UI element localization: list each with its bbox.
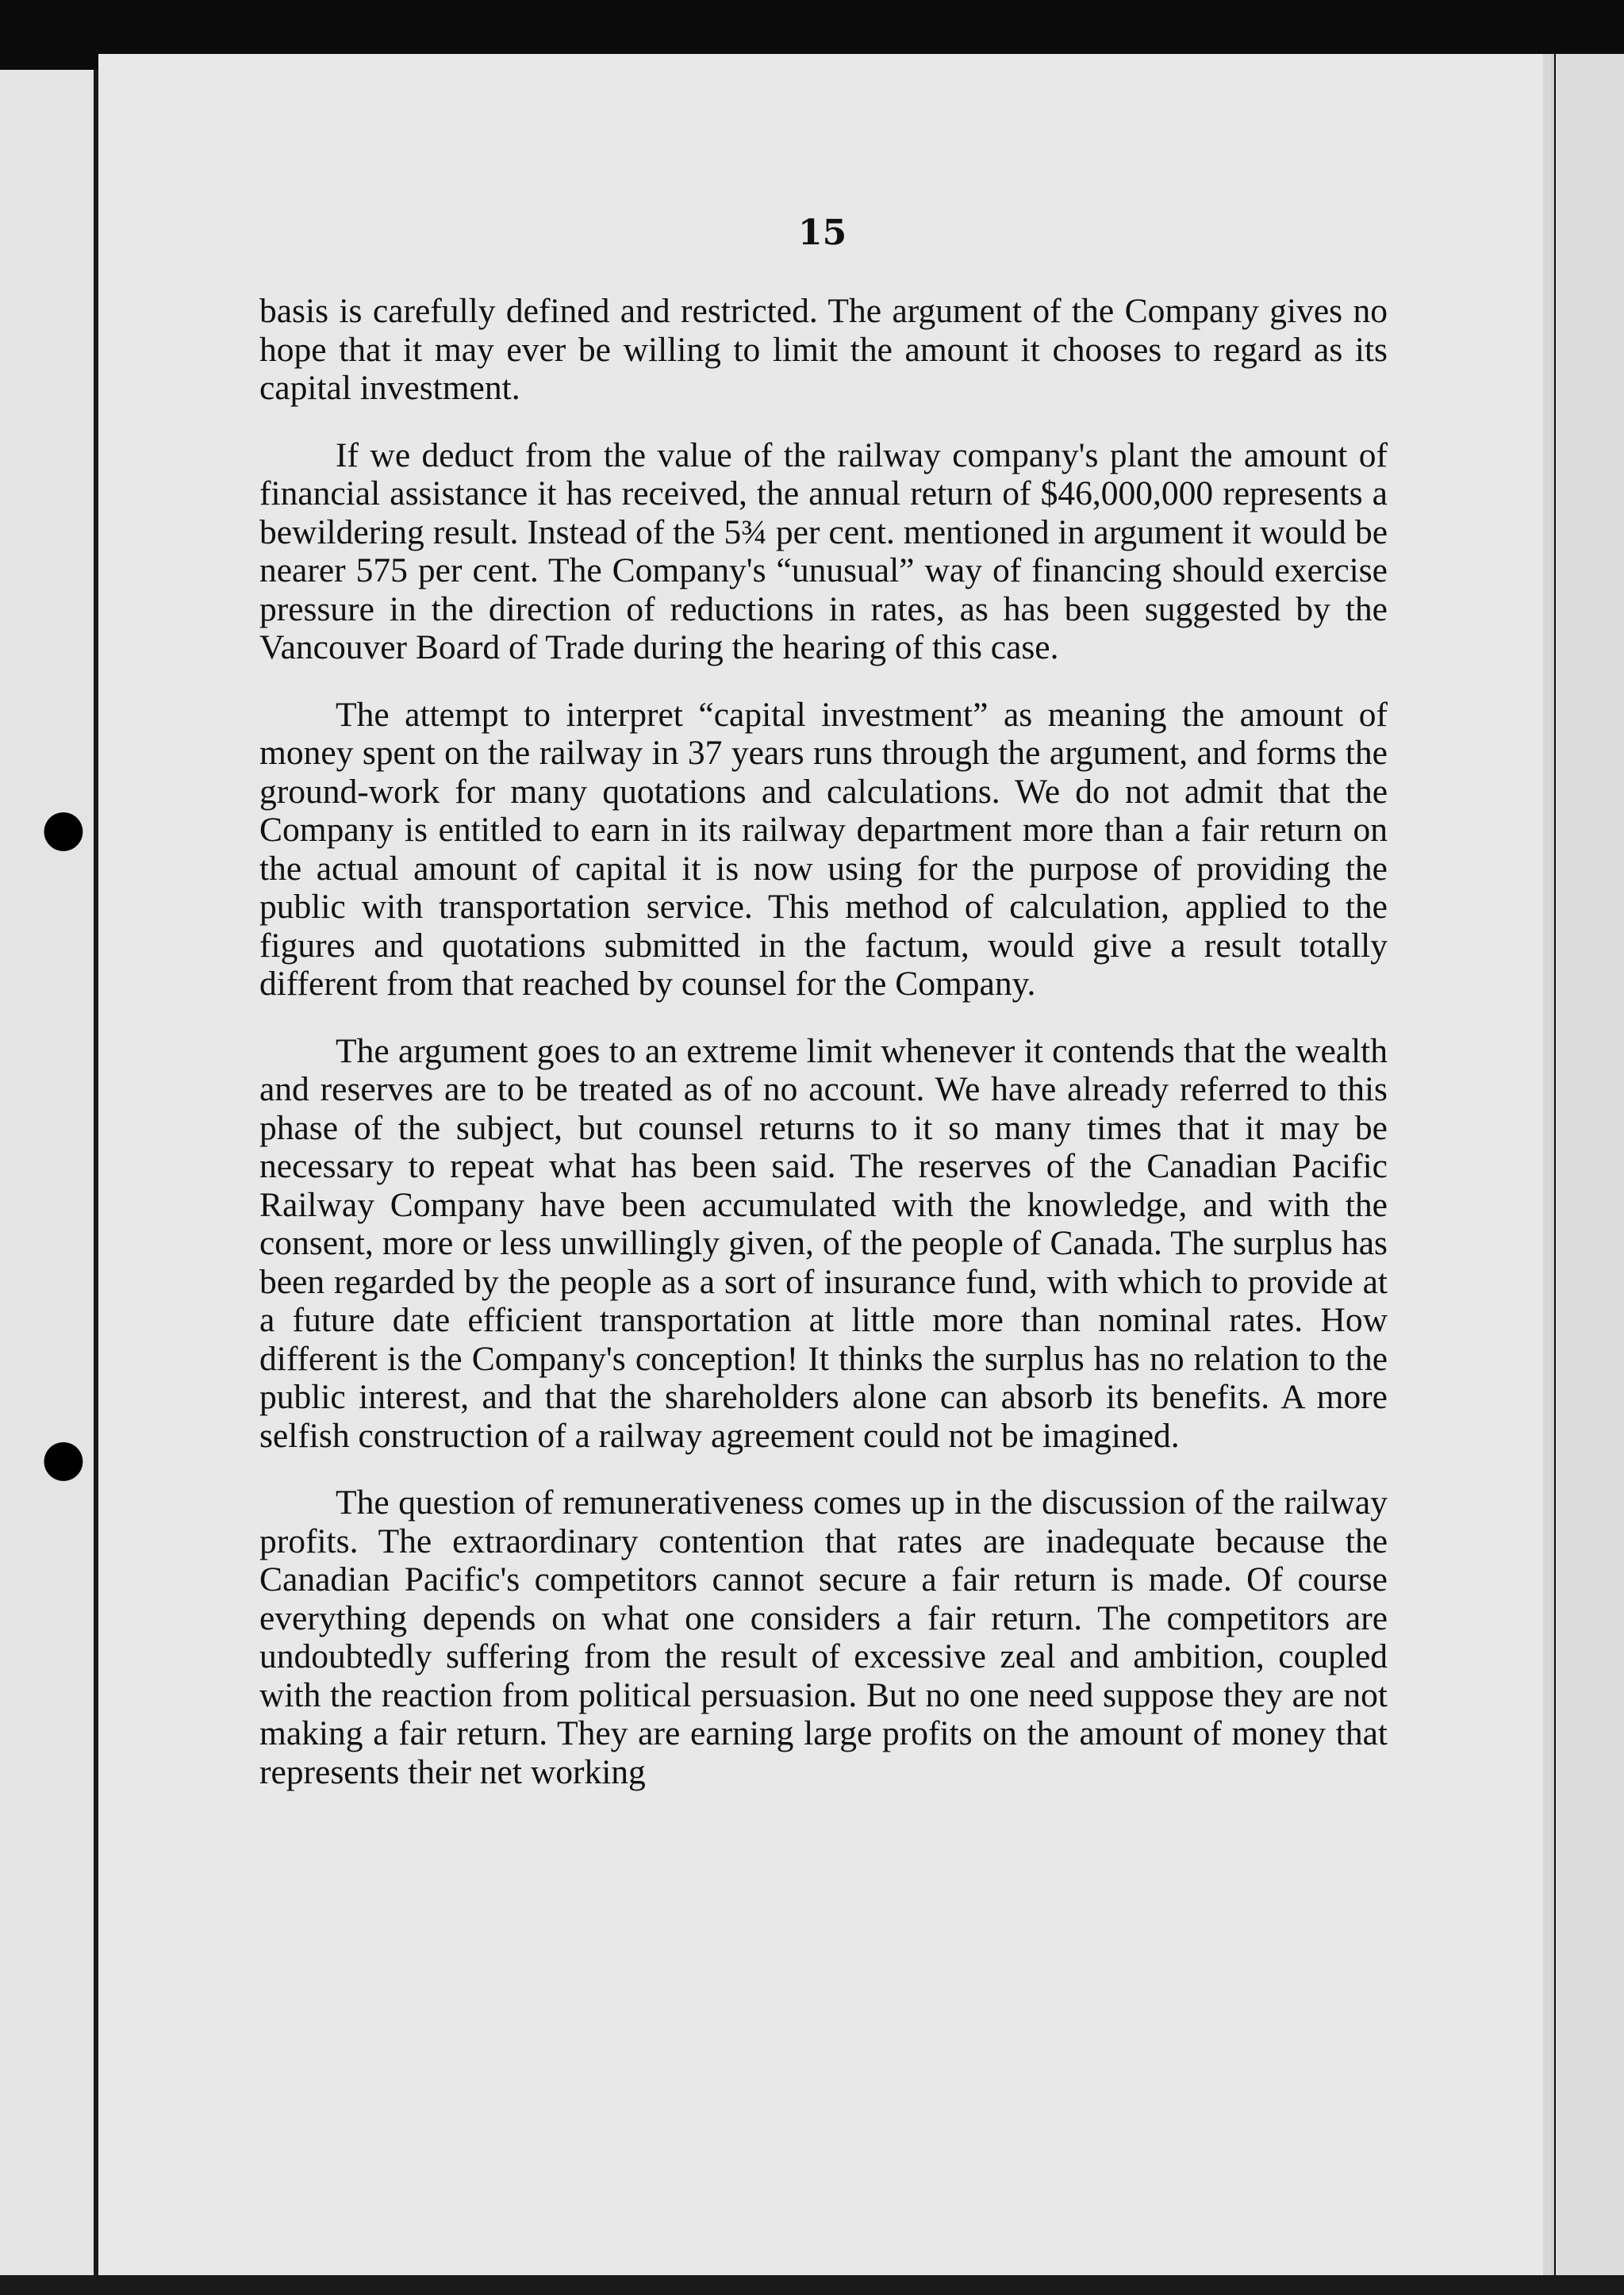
bottom-border (0, 2275, 1624, 2295)
binding-hole-mark: ● (41, 799, 86, 858)
paragraph: If we deduct from the value of the railway company's plant the amount of financial assistance it has received, the annual return of $46,000,000 represents a bewildering result. Instead of the 5¾ per cent. mentioned in argument it would be nearer 575 per cent. The Company's “unusual” way of financing should exercise pressure in the direction of reductions in rates, as has been suggested by the Vancouver Board of Trade during the hearing of this case. (259, 436, 1388, 666)
paragraph: The attempt to interpret “capital investment” as meaning the amount of money spent on the railway in 37 years runs through the argument, and forms the ground-work for many quotations and calculations. We do not admit that the Company is entitled to earn in its railway department more than a fair return on the actual amount of capital it is now using for the purpose of providing the public with transportation service. This method of calculation, applied to the figures and quotations submitted in the factum, would give a result totally different from that reached by counsel for the Company. (259, 695, 1388, 1003)
paragraph: The argument goes to an extreme limit whenever it contends that the wealth and reserves are to be treated as of no account. We have already referred to this phase of the subject, but counsel returns to it so many times that it may be necessary to repeat what has been said. The reserves of the Canadian Pacific Railway Company have been accumulated with the knowledge, and with the consent, more or less unwillingly given, of the people of Canada. The surplus has been regarded by the people as a sort of insurance fund, with which to provide at a future date efficient transportation at little more than nominal rates. How different is the Company's conception! It thinks the surplus has no relation to the public interest, and that the shareholders alone can absorb its benefits. A more selfish construction of a railway agreement could not be imagined. (259, 1031, 1388, 1455)
page-edge-shadow (1551, 54, 1554, 2275)
paragraph: The question of remunerativeness comes up in the discussion of the railway profits. The extraordinary contention that rates are inadequate because the Canadian Pacific's competitors cannot secure a fair return is made. Of course everything depends on what one considers a fair return. The competitors are undoubtedly suffering from the result of excessive zeal and ambition, coupled with the reaction from political persuasion. But no one need suppose they are not making a fair return. They are earning large profits on the amount of money that represents their net working (259, 1483, 1388, 1791)
paragraph: basis is carefully defined and restricted. The argument of the Company gives no hope that it may ever be willing to limit the amount it chooses to regard as its capital investment. (259, 292, 1388, 407)
body-text (259, 292, 1388, 1820)
left-page-edge (0, 70, 98, 2275)
binding-hole-mark: ● (41, 1429, 86, 1487)
right-margin-strip (1556, 54, 1624, 2295)
page-number: 15 (798, 213, 847, 253)
